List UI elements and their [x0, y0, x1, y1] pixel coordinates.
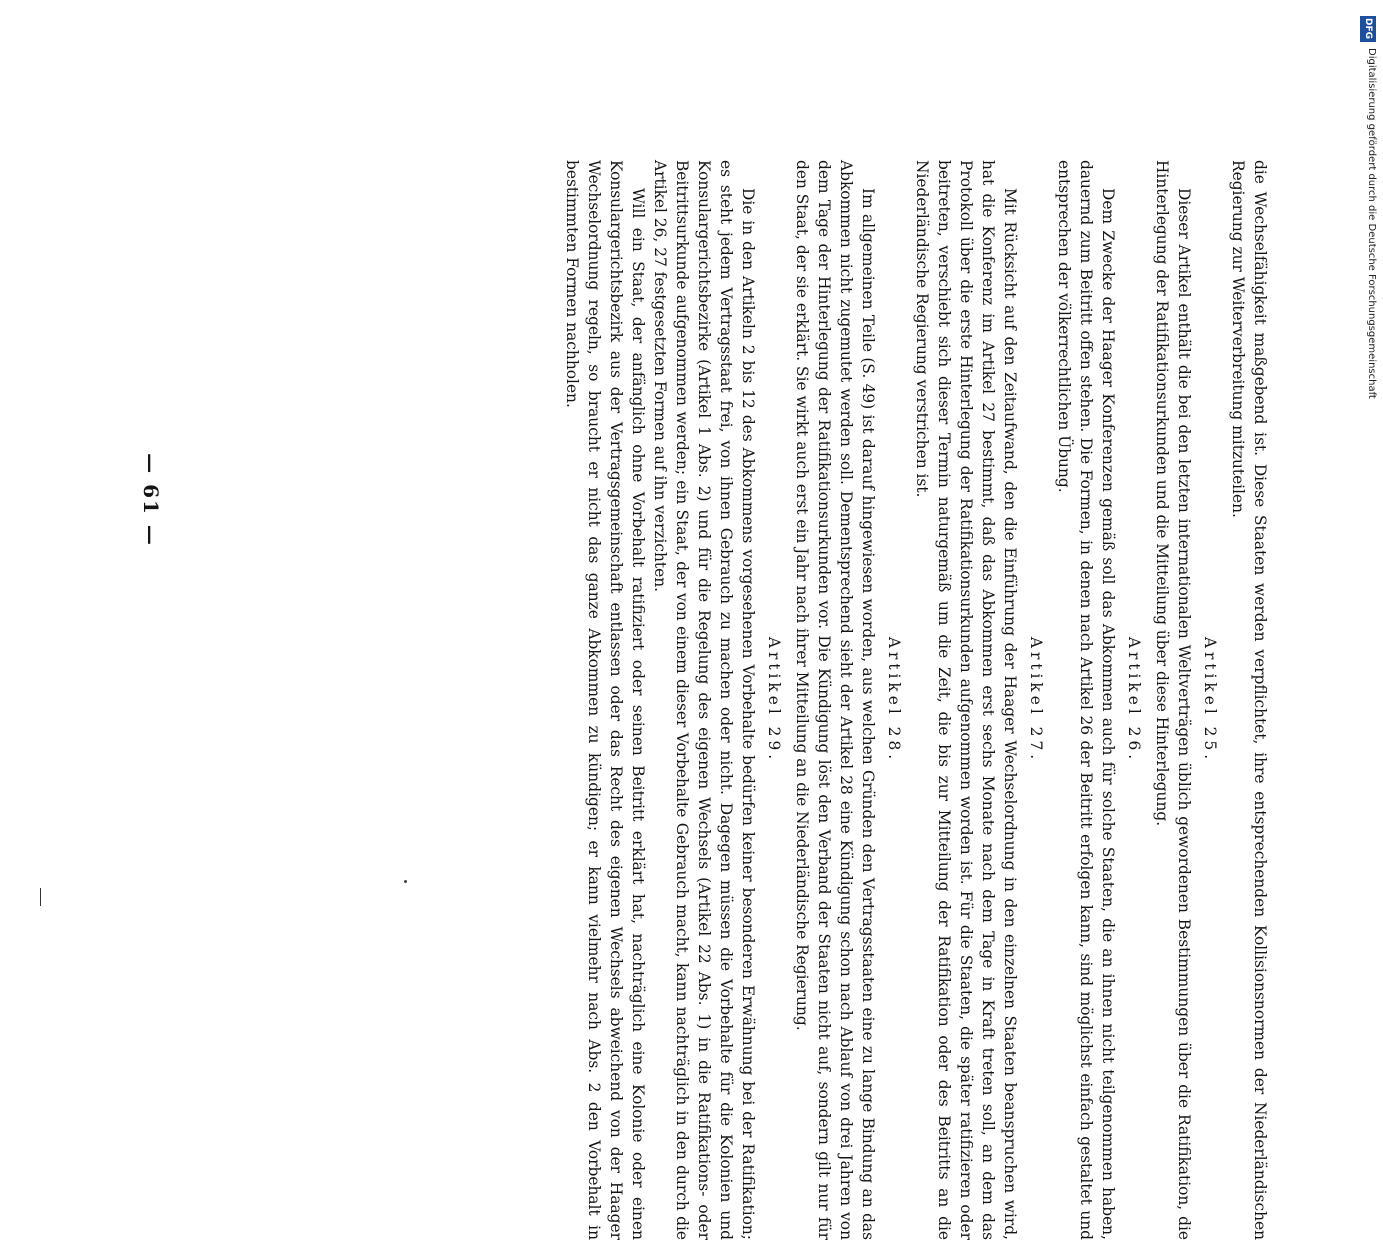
paragraph: Die in den Artikeln 2 bis 12 des Abkommens vorgesehenen Vorbehalte bedürfen keiner besonderen Erwähnung bei der Ratifikation; es steht jedem Vertragsstaat frei, von ihnen Gebrauch zu machen oder nicht. Dagegen müssen die Vorbehalte für die Kolonien und Konsulargerichtsbezirke (Artikel 1 Abs. 2) und für die Regelung des eigenen Wechsels (Artikel 22 Abs. 1) in die Ratifikations- oder Beitrittsurkunde aufgenommen werden; ein Staat, der von einem dieser Vorbehalte Gebrauch macht, kann nachträglich in den durch die Artikel 26, 27 festgesetzten Formen auf ihn verzichten.: [651, 160, 757, 1240]
paragraph: Will ein Staat, der anfänglich ohne Vorbehalt ratifiziert oder seinen Beitritt erklärt hat, nachträglich eine Kolonie oder einen Konsulargerichtsbezirk aus der Vertragsgemeinschaft entlassen oder das Recht des eigenen Wechsels abweichend von der Haager Wechselordnung regeln, so braucht er nicht das ganze Abkommen zu kündigen; er kann vielmehr nach Abs. 2 den Vorbehalt in bestimmten Formen nachholen.: [563, 160, 647, 1240]
paragraph: Mit Rücksicht auf den Zeitaufwand, den die Einführung der Haager Wechselordnung in den einzelnen Staaten beanspruchen wird, hat die Konferenz im Artikel 27 bestimmt, daß das Abkommen erst sechs Monate nach dem Tage in Kraft treten soll, an dem das Protokoll über die erste Hinterlegung der Ratifikationsurkunden aufgenommen worden ist. Für die Staaten, die später ratifizieren oder beitreten, verschiebt sich dieser Termin naturgemäß um die Zeit, die bis zur Mitteilung der Ratifikation oder des Beitritts an die Niederländische Regierung verstrichen ist.: [913, 160, 1019, 1240]
body-text: [561, 160, 1271, 1240]
dfg-logo-icon: DFG: [1360, 16, 1376, 42]
scan-dot: [404, 880, 407, 883]
article-heading-26: Artikel 26.: [1125, 636, 1143, 764]
scan-mark: [40, 888, 41, 906]
article-heading-29: Artikel 29.: [765, 636, 783, 764]
page-number-header: — 61 —: [139, 453, 163, 547]
paragraph: Dem Zwecke der Haager Konferenzen gemäß soll das Abkommen auch für solche Staaten, die an ihnen nicht teilgenommen haben, dauernd zum Beitritt offen stehen. Die Formen, in denen nach Artikel 26 der Beitritt erfolgen kann, sind möglichst einfach gestaltet und entsprechen der völkerrechtlichen Übung.: [1055, 160, 1117, 1240]
dfg-watermark-text: Digitalisierung gefördert durch die Deutsche Forschungsgemeinschaft: [1366, 48, 1377, 399]
article-heading-25: Artikel 25.: [1201, 636, 1219, 764]
paragraph: Im allgemeinen Teile (S. 49) ist darauf hingewiesen worden, aus welchen Gründen den Vertragsstaaten eine zu lange Bindung an das Abkommen nicht zugemutet werden soll. Dementsprechend sieht der Artikel 28 eine Kündigung schon nach Ablauf von drei Jahren von dem Tage der Hinterlegung der Ratifikationsurkunden vor. Die Kündigung löst den Verband der Staaten nicht auf, sondern gilt nur für den Staat, der sie erklärt. Sie wirkt auch erst ein Jahr nach ihrer Mitteilung an die Niederländische Regierung.: [793, 160, 877, 1240]
paragraph: die Wechselfähigkeit maßgebend ist. Diese Staaten werden verpflichtet, ihre entsprechenden Kollisionsnormen der Niederländischen Regierung zur Weiterverbreitung mitzuteilen.: [1229, 160, 1269, 1240]
article-heading-27: Artikel 27.: [1027, 636, 1045, 764]
article-heading-28: Artikel 28.: [885, 636, 903, 764]
dfg-watermark: [1359, 10, 1377, 430]
page-body: [181, 160, 1271, 1240]
paragraph: Dieser Artikel enthält die bei den letzten internationalen Weltverträgen üblich gewordenen Bestimmungen über die Ratifikation, die Hinterlegung der Ratifikationsurkunden und die Mitteilung über diese Hinterlegung.: [1153, 160, 1193, 1240]
